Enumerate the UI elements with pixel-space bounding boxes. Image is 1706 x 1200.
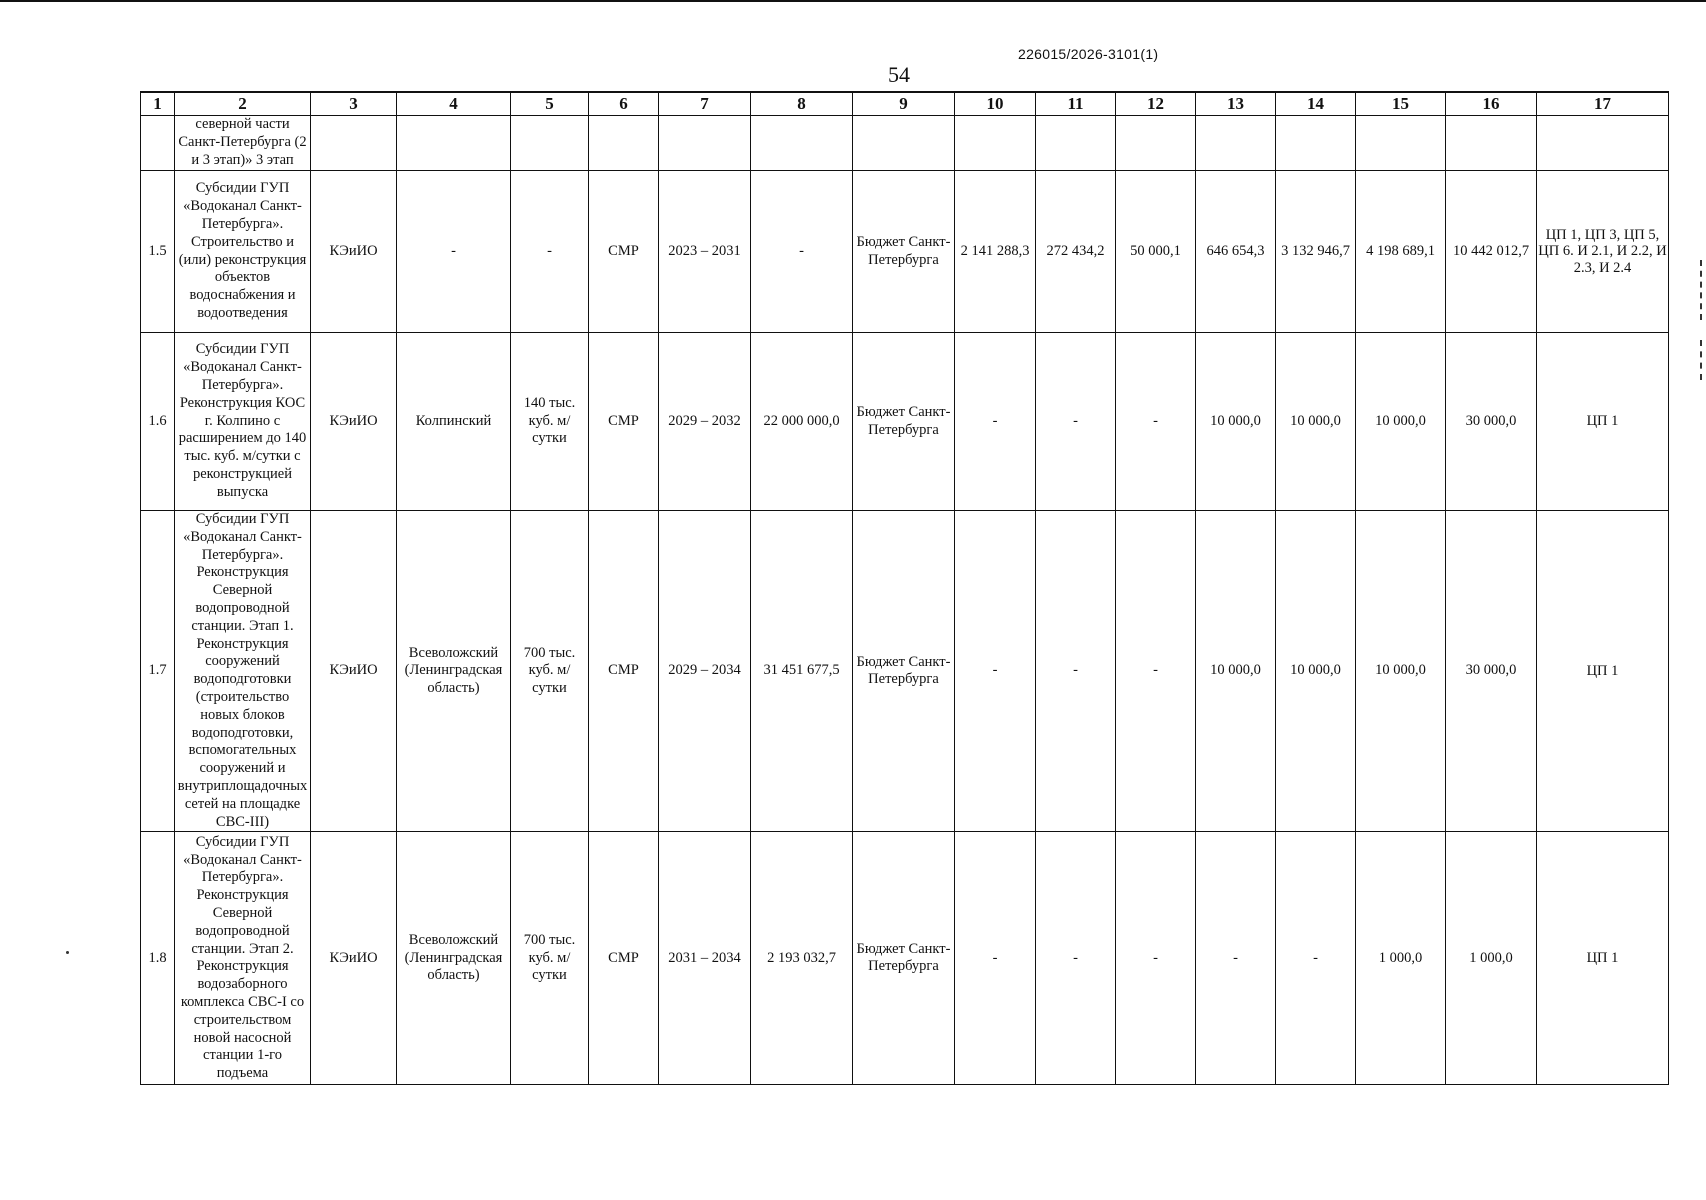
cell-total: 30 000,0 — [1446, 333, 1537, 511]
cell-amount — [1276, 116, 1356, 171]
cell-district: Колпинский — [397, 333, 511, 511]
cell-period: 2023 – 2031 — [659, 171, 751, 333]
column-header: 16 — [1446, 92, 1537, 116]
cell-amount: - — [1036, 511, 1116, 832]
cell-amount: - — [1116, 511, 1196, 832]
cell-amount: - — [1116, 832, 1196, 1085]
cell-period: 2031 – 2034 — [659, 832, 751, 1085]
cell-district: Всеволожский (Ленинградская область) — [397, 511, 511, 832]
table-row — [141, 116, 1669, 171]
cell-total: 10 442 012,7 — [1446, 171, 1537, 333]
cell-executor — [311, 116, 397, 171]
cell-amount: 50 000,1 — [1116, 171, 1196, 333]
cell-amount: 272 434,2 — [1036, 171, 1116, 333]
cell-amount — [1356, 116, 1446, 171]
cell-district: Всеволожский (Ленинградская область) — [397, 832, 511, 1085]
cell-row-number: 1.8 — [141, 832, 175, 1085]
cell-indicators: ЦП 1 — [1537, 333, 1669, 511]
cell-amount: 10 000,0 — [1196, 333, 1276, 511]
cell-work-type: СМР — [589, 333, 659, 511]
column-header: 17 — [1537, 92, 1669, 116]
cell-indicators: ЦП 1, ЦП 3, ЦП 5, ЦП 6. И 2.1, И 2.2, И 2.3, И 2.4 — [1537, 171, 1669, 333]
cell-district — [397, 116, 511, 171]
scan-edge-mark — [1700, 340, 1705, 380]
cell-executor: КЭиИО — [311, 171, 397, 333]
page-top-border — [0, 0, 1706, 2]
cell-measure-name: Субсидии ГУП «Водоканал Санкт-Петербурга». Реконструкция Северной водопроводной станции. Этап 1. Реконструкция сооружений водоподготовки (строительство новых блоков водоподготовки, вспомогательных сооружений и внутриплощадочных сетей на площадке СВС-III) — [175, 511, 311, 832]
cell-capacity: - — [511, 171, 589, 333]
cell-total: 1 000,0 — [1446, 832, 1537, 1085]
cell-amount — [1196, 116, 1276, 171]
cell-amount: - — [1116, 333, 1196, 511]
cell-amount: 10 000,0 — [1356, 333, 1446, 511]
cell-work-type: СМР — [589, 171, 659, 333]
cell-capacity — [511, 116, 589, 171]
cell-work-type: СМР — [589, 832, 659, 1085]
cell-amount — [955, 116, 1036, 171]
column-header: 4 — [397, 92, 511, 116]
cell-row-number: 1.6 — [141, 333, 175, 511]
cell-measure-name: северной части Санкт-Петербурга (2 и 3 этап)» 3 этап — [175, 116, 311, 171]
cell-amount: 2 141 288,3 — [955, 171, 1036, 333]
cell-indicators: ЦП 1 — [1537, 511, 1669, 832]
cell-district: - — [397, 171, 511, 333]
table-row — [141, 333, 1669, 511]
cell-row-number — [141, 116, 175, 171]
cell-funding-source: Бюджет Санкт-Петербурга — [853, 511, 955, 832]
cell-indicators — [1537, 116, 1669, 171]
cell-amount: 1 000,0 — [1356, 832, 1446, 1085]
cell-estimated-cost: 2 193 032,7 — [751, 832, 853, 1085]
table-row — [141, 511, 1669, 832]
column-header: 8 — [751, 92, 853, 116]
cell-work-type — [589, 116, 659, 171]
cell-capacity: 700 тыс. куб. м/сутки — [511, 832, 589, 1085]
cell-measure-name: Субсидии ГУП «Водоканал Санкт-Петербурга». Строительство и (или) реконструкция объектов водоснабжения и водоотведения — [175, 171, 311, 333]
scan-edge-mark — [1700, 260, 1705, 320]
cell-period — [659, 116, 751, 171]
cell-total: 30 000,0 — [1446, 511, 1537, 832]
column-header: 13 — [1196, 92, 1276, 116]
cell-work-type: СМР — [589, 511, 659, 832]
cell-amount: - — [955, 832, 1036, 1085]
column-header: 2 — [175, 92, 311, 116]
column-header: 7 — [659, 92, 751, 116]
cell-funding-source — [853, 116, 955, 171]
cell-amount: - — [955, 511, 1036, 832]
column-header: 6 — [589, 92, 659, 116]
scan-speck — [66, 951, 69, 954]
cell-measure-name: Субсидии ГУП «Водоканал Санкт-Петербурга». Реконструкция Северной водопроводной станции. Этап 2. Реконструкция водозаборного комплекса СВС-I со строительством новой насосной станции 1-го подъема — [175, 832, 311, 1085]
cell-capacity: 140 тыс. куб. м/сутки — [511, 333, 589, 511]
cell-executor: КЭиИО — [311, 832, 397, 1085]
table-row — [141, 832, 1669, 1085]
cell-amount — [1036, 116, 1116, 171]
cell-estimated-cost: - — [751, 171, 853, 333]
cell-estimated-cost — [751, 116, 853, 171]
cell-amount: - — [1036, 832, 1116, 1085]
cell-estimated-cost: 31 451 677,5 — [751, 511, 853, 832]
cell-amount: 10 000,0 — [1196, 511, 1276, 832]
cell-amount: - — [1276, 832, 1356, 1085]
cell-period: 2029 – 2034 — [659, 511, 751, 832]
cell-amount: 646 654,3 — [1196, 171, 1276, 333]
program-table — [140, 91, 1669, 1085]
cell-capacity: 700 тыс. куб. м/сутки — [511, 511, 589, 832]
column-header: 9 — [853, 92, 955, 116]
cell-amount: 10 000,0 — [1276, 333, 1356, 511]
document-registration-number: 226015/2026-3101(1) — [1018, 46, 1159, 62]
cell-period: 2029 – 2032 — [659, 333, 751, 511]
cell-row-number: 1.5 — [141, 171, 175, 333]
cell-amount: 3 132 946,7 — [1276, 171, 1356, 333]
table-row — [141, 171, 1669, 333]
cell-row-number: 1.7 — [141, 511, 175, 832]
cell-estimated-cost: 22 000 000,0 — [751, 333, 853, 511]
column-header: 10 — [955, 92, 1036, 116]
cell-amount — [1116, 116, 1196, 171]
cell-amount: 10 000,0 — [1356, 511, 1446, 832]
column-header: 14 — [1276, 92, 1356, 116]
cell-amount: 4 198 689,1 — [1356, 171, 1446, 333]
cell-funding-source: Бюджет Санкт-Петербурга — [853, 333, 955, 511]
column-number-row — [141, 92, 1669, 116]
cell-funding-source: Бюджет Санкт-Петербурга — [853, 832, 955, 1085]
column-header: 3 — [311, 92, 397, 116]
cell-amount: - — [1196, 832, 1276, 1085]
column-header: 1 — [141, 92, 175, 116]
cell-total — [1446, 116, 1537, 171]
column-header: 15 — [1356, 92, 1446, 116]
cell-measure-name: Субсидии ГУП «Водоканал Санкт-Петербурга». Реконструкция КОС г. Колпино с расширением до 140 тыс. куб. м/сутки с реконструкцией выпуска — [175, 333, 311, 511]
cell-amount: - — [955, 333, 1036, 511]
page-number: 54 — [888, 62, 910, 87]
column-header: 5 — [511, 92, 589, 116]
cell-funding-source: Бюджет Санкт-Петербурга — [853, 171, 955, 333]
cell-amount: 10 000,0 — [1276, 511, 1356, 832]
cell-indicators: ЦП 1 — [1537, 832, 1669, 1085]
cell-executor: КЭиИО — [311, 511, 397, 832]
cell-executor: КЭиИО — [311, 333, 397, 511]
column-header: 11 — [1036, 92, 1116, 116]
cell-amount: - — [1036, 333, 1116, 511]
column-header: 12 — [1116, 92, 1196, 116]
